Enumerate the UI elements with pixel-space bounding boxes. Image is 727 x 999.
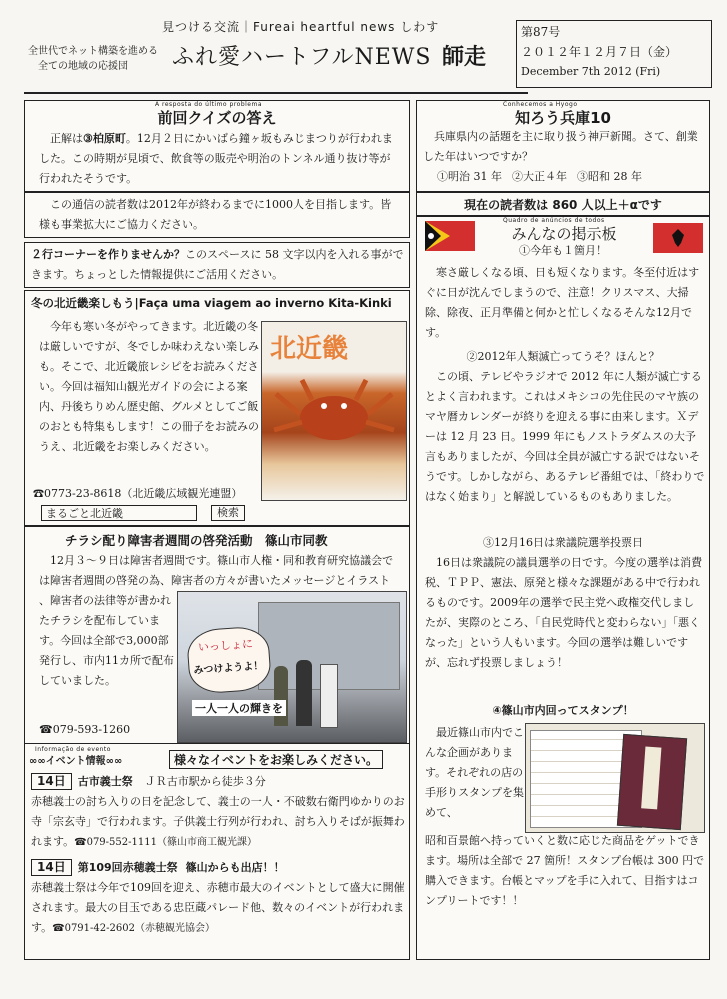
leaflet-photo-text-3: 一人一人の輝きを: [192, 700, 286, 716]
kitakinki-heading: 冬の北近畿楽しもう|Faça uma viagem ao inverno Kita-Kinki: [31, 296, 392, 310]
quiz-answer-number: ③: [83, 132, 93, 145]
leaflet-body: 12月３～９日は障害者週間です。篠山市人権・同和教育研究協議会では障害者週間の啓発の為、障害者の方々が書いたメッセージとイラスト: [39, 554, 394, 587]
issue-box: [516, 20, 712, 88]
masthead-rule: [24, 92, 528, 94]
quiz-answer-label: 正解は: [50, 132, 83, 145]
leaflet-photo-text-2: みつけようよ！: [193, 660, 264, 677]
quiz-answer-caption: A resposta do último problema: [155, 101, 263, 108]
leaflet-title: チラシ配り障害者週間の啓発活動 篠山市同教: [65, 533, 328, 548]
masthead-title: ふれ愛ハートフルNEWS: [172, 45, 432, 70]
readers-goal-text: この通信の読者数は2012年が終わるまでに1000人を目指します。皆様も事業拡大にご協力ください。: [39, 198, 392, 231]
leaflet-box: [24, 526, 410, 744]
quiz-answer-box: [24, 100, 410, 192]
bulletin-box: [416, 216, 710, 960]
bulletin-item-1-heading: ①今年も１箇月！: [519, 244, 607, 257]
two-line-corner-text: [31, 245, 405, 285]
two-line-corner-box: [24, 242, 410, 288]
two-line-corner-lead: ２行コーナーを作りませんか？: [31, 248, 185, 261]
masthead: [24, 16, 714, 92]
quiz-answer-title: 前回クイズの答え: [157, 109, 277, 127]
hyogo-option-2: ②大正４年: [512, 170, 567, 183]
hyogo-option-3: ③昭和 28 年: [577, 170, 642, 183]
event-item-1: [31, 772, 405, 853]
events-banner: 様々なイベントをお楽しみください。: [169, 750, 383, 769]
issue-date-jp: ２０１２年１２月７日（金）: [521, 45, 678, 59]
event-2-access: 篠山からも出店！！: [185, 861, 285, 874]
bulletin-item-2-heading: ②2012年人類滅亡ってうそ？ほんと？: [466, 350, 660, 363]
masthead-slogan-1: 全世代でネット構築を進める: [28, 46, 158, 57]
hyogo-quiz-box: [416, 100, 710, 192]
kitakinki-phone: ☎0773-23-8618（北近畿広域観光連盟）: [33, 487, 243, 500]
stamp-book-photo: [525, 723, 705, 833]
quiz-answer-value: 柏原町: [92, 132, 126, 145]
hyogo-quiz-title: 知ろう兵庫10: [515, 109, 611, 127]
issue-date-en: December 7th 2012 (Fri): [521, 65, 661, 78]
bulletin-item-4-body-2: 昭和百景館へ持っていくと数に応じた商品をゲットできます。場所は全部で 27 箇所！スタンプ台帳は 300 円で購入できます。台帳とマップを手に入れて、目指すはコンプリートです！！: [425, 834, 705, 907]
event-2-body: 赤穂義士祭は今年で109回を迎え、赤穂市最大のイベントとして盛大に開催されます。最大の目玉である忠臣蔵パレード他、数々のイベントが行われます。☎0791-42-2602（赤穂観光協会）: [31, 881, 405, 934]
events-caption: Informação de evento: [35, 746, 111, 753]
events-box: [24, 744, 410, 960]
kitakinki-poster: [261, 321, 407, 501]
bulletin-caption: Quadro de anúncios de todos: [503, 217, 605, 224]
quiz-answer-body: [39, 129, 399, 189]
event-2-day: 14日: [31, 859, 72, 876]
two-line-corner-body: このスペースに 58 文字以内を入れる事ができます。ちょっとした情報提供にご活用ください。: [31, 248, 404, 281]
event-2-name: 第109回赤穂義士祭: [77, 861, 178, 874]
kitakinki-search-bar: [41, 505, 265, 523]
reader-count-text: 現在の読者数は 860 人以上＋αです: [464, 198, 662, 212]
kitakinki-search-button[interactable]: 検索: [211, 505, 245, 521]
leaflet-body-left: 、障害者の法律等が書かれたチラシを配布しています。今回は全部で3,000部発行し、市内11カ所で配布していました。: [39, 594, 174, 687]
quiz-answer-text: 。12月２日にかいばら鐘ヶ坂もみじまつりが行われました。この時期が見頃で、飲食等の販売や明治のトンネル通り抜け等が行われたそうです。: [39, 132, 393, 185]
event-1-phone: ☎079-552-1111（篠山市商工観光課）: [74, 837, 257, 848]
leaflet-photo-people: [274, 652, 354, 732]
hyogo-quiz-options: [437, 167, 707, 187]
event-2-phone: ☎0791-42-2602（赤穂観光協会）: [52, 923, 215, 934]
hyogo-quiz-body: 兵庫県内の話題を主に取り扱う神戸新聞。さて、創業した年はいつですか？: [423, 130, 698, 163]
event-item-2: [31, 858, 405, 939]
event-1-name: 古市義士祭: [77, 775, 133, 788]
bulletin-item-3-body: 16日は衆議院の議員選挙の日です。今度の選挙は消費税、ＴＰＰ、憲法、原発と様々な課題がある中で行われるものです。2009年の選挙で民主党へ政権交代しましたが、実際のところ、「自民党時代と変わらない」「悪くなった」という人もいます。今回の選挙は難しいですが、忘れず投票しましょう！: [425, 556, 703, 669]
event-1-day: 14日: [31, 773, 72, 790]
event-1-body: 赤穂義士の討ち入りの日を記念して、義士の一人・不破数右衛門ゆかりのお寺「宗玄寺」で行われます。子供義士行列が行われ、討ち入りそばが振舞われます。☎079-552-1111（篠山市商工観光課）: [31, 795, 405, 848]
hyogo-option-1: ①明治 31 年: [437, 170, 502, 183]
masthead-slogan-2: 全ての地域の応援団: [38, 61, 128, 72]
reader-count-box: [416, 192, 710, 216]
kitakinki-search-input[interactable]: まるごと北近畿: [41, 505, 197, 521]
masthead-month: 師走: [442, 44, 487, 70]
bulletin-title: みんなの掲示板: [511, 225, 617, 243]
leaflet-photo: [177, 591, 407, 743]
masthead-tagline: 見つける交流｜Fureai heartful news しわす: [162, 20, 440, 34]
kitakinki-box: [24, 290, 410, 526]
bulletin-item-4-body-1: 最近篠山市内でこんな企画があります。それぞれの店の手形りスタンプを集めて、: [425, 726, 524, 819]
kitakinki-poster-title: 北近畿: [270, 334, 349, 364]
leaflet-phone: ☎079-593-1260: [39, 723, 131, 736]
crab-illustration: [272, 374, 396, 454]
leaflet-message-sign: [186, 625, 272, 695]
bulletin-item-2-body: この頃、テレビやラジオで 2012 年に人類が滅亡するとよく言われます。これはメキシコの先住民のマヤ族のマヤ暦カレンダーが終りを迎える事に由来します。Ｘデーは 12 月 23 日。1999 年にもノストラダムスの大予言もありましたが、今回は全員が滅亡する訳ではないそうです。しかしながら、あるテレビ番組では、「終わりではなく始まり」と解説しているものもありました。: [425, 370, 705, 503]
hyogo-quiz-caption: Conhecemos a Hyogo: [503, 101, 578, 108]
bulletin-item-4-heading: ④篠山市内回ってスタンプ！: [492, 704, 634, 717]
kitakinki-body: 今年も寒い冬がやってきます。北近畿の冬は厳しいですが、冬でしか味わえない楽しみも。そこで、北近畿旅レシピをお読みください。今回は福知山観光ガイドの会による案内、丹後ちりめん歴史館、グルメとしてご飯のおとも特集もします！この冊子をお読みのうえ、北近畿をお楽しみください。: [39, 320, 259, 453]
issue-number: 第87号: [521, 25, 561, 39]
readers-goal-box: [24, 192, 410, 238]
leaflet-body-top: [39, 551, 401, 591]
stamp-booklet: [617, 734, 687, 830]
bulletin-item-1-body: 寒さ厳しくなる頃、日も短くなります。冬至付近はすぐに日が沈んでしまうので、注意！クリスマス、大掃除、除夜、正月準備と何かと忙しくなるそんな12月です。: [425, 266, 700, 339]
event-1-access: ＪＲ古市駅から徒歩３分: [144, 775, 266, 788]
bulletin-item-3-heading: ③12月16日は衆議院選挙投票日: [483, 536, 643, 549]
events-label: ∞∞イベント情報∞∞: [29, 756, 123, 767]
leaflet-photo-text-1: いっしょに: [197, 637, 254, 655]
